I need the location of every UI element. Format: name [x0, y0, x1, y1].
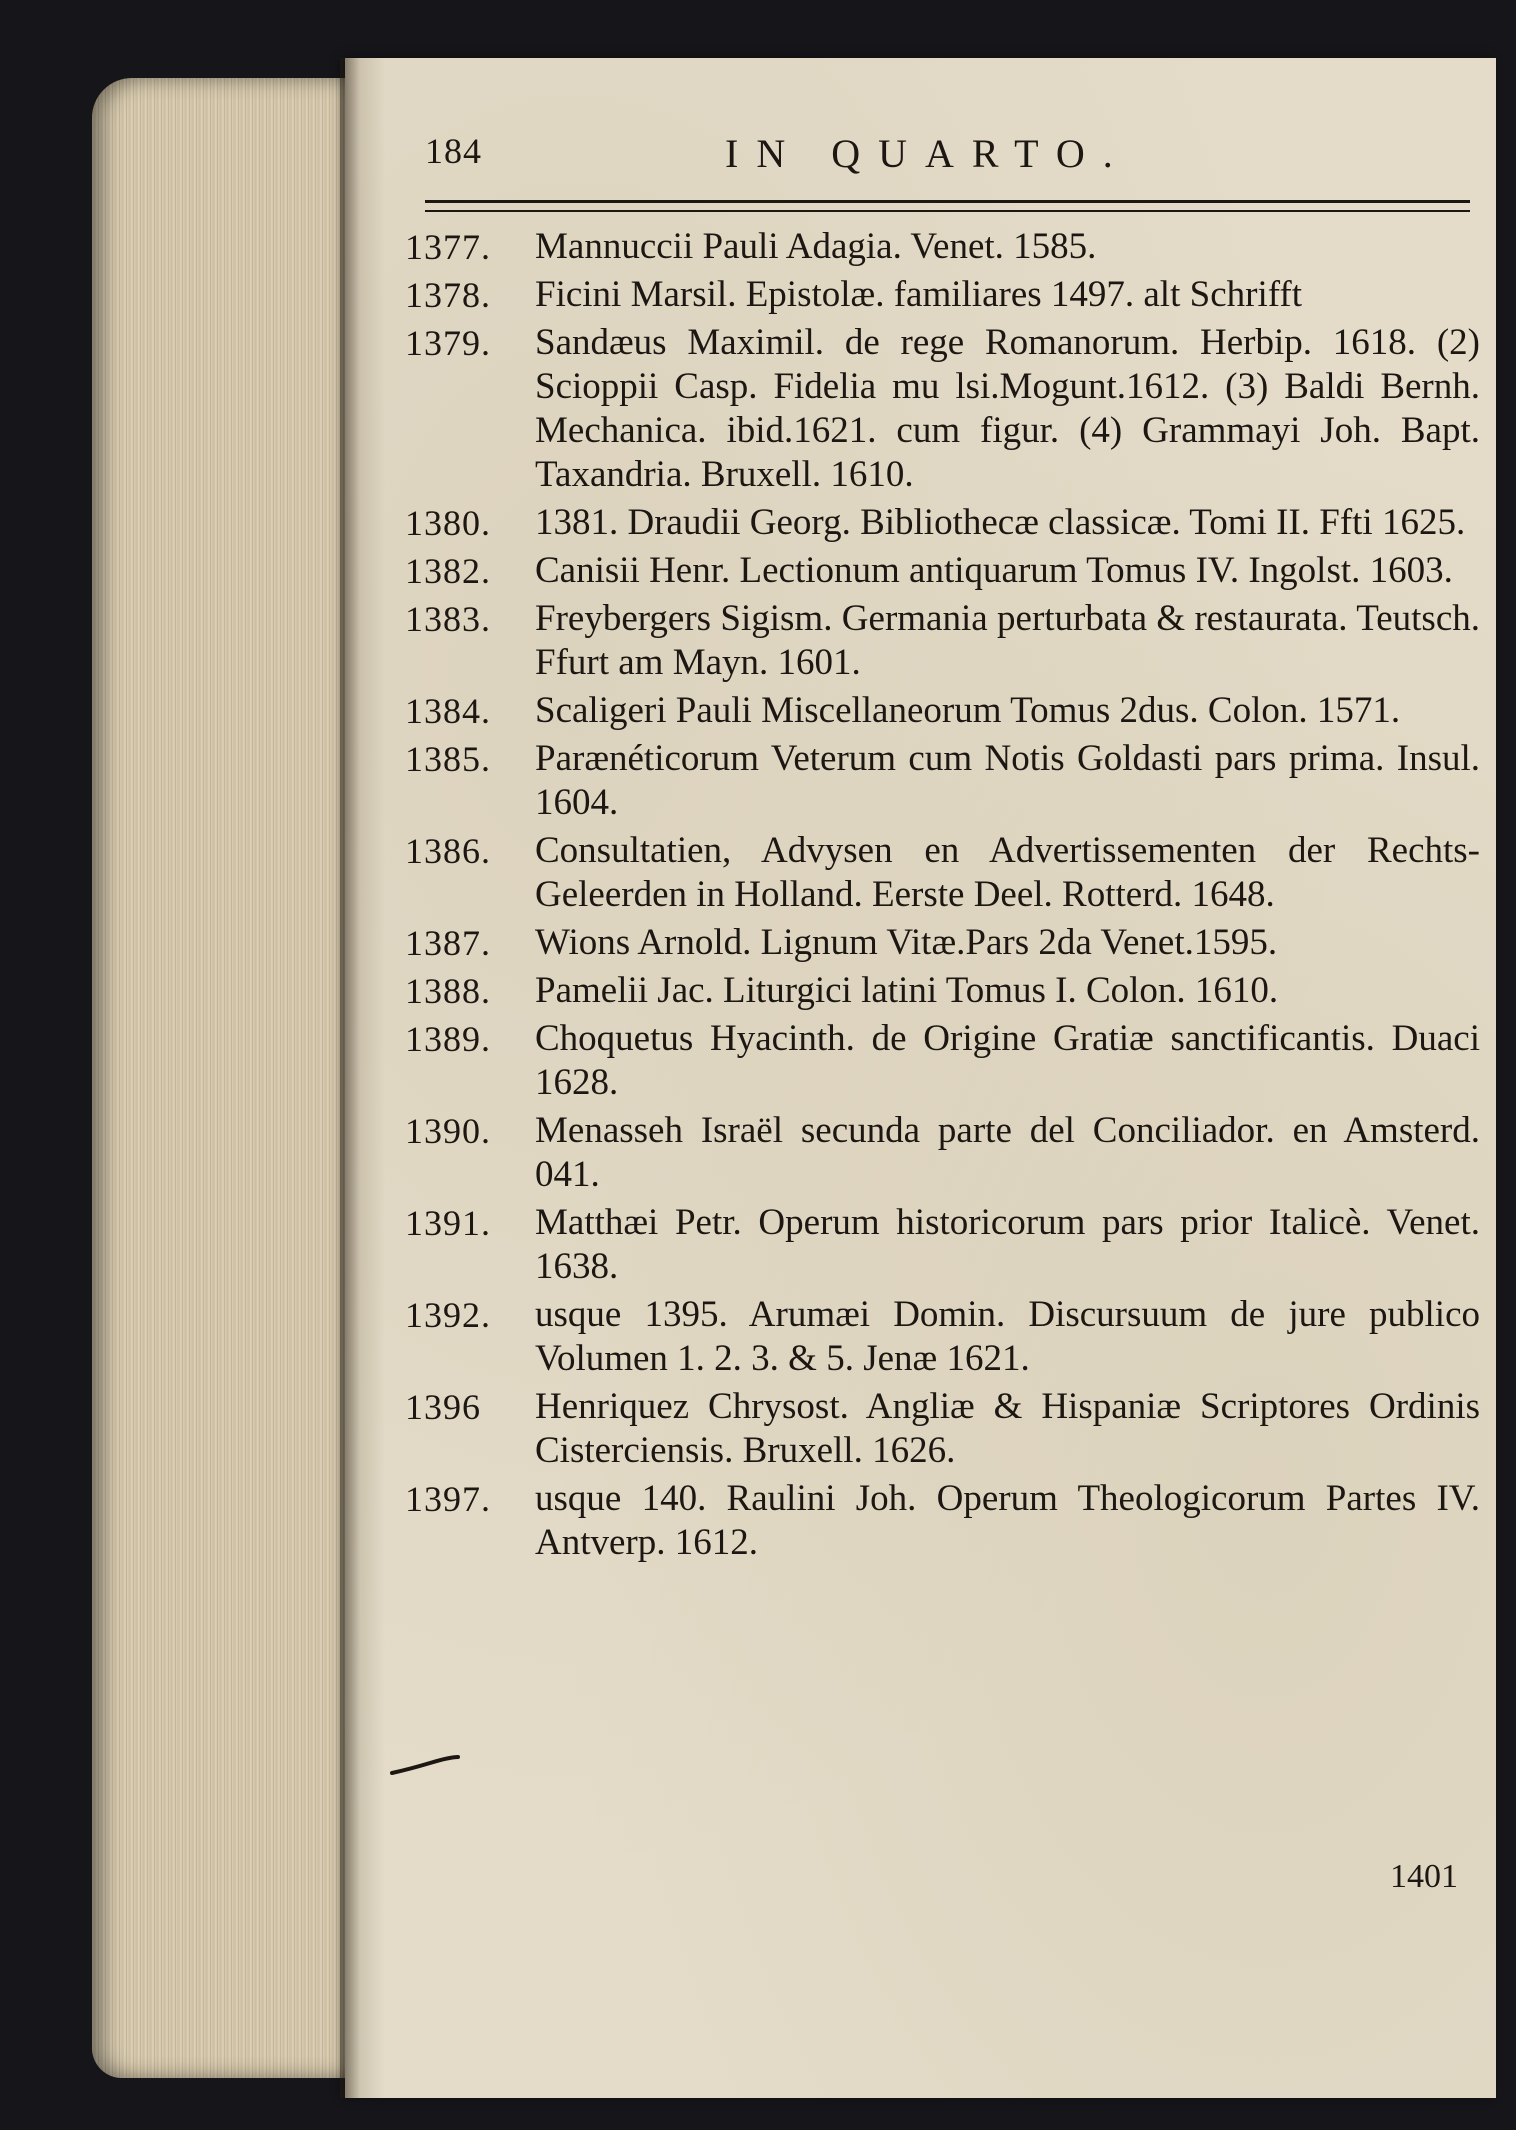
catalogue-entries — [405, 225, 1480, 1569]
entry-number: 1385. — [405, 739, 491, 779]
entry-number: 1378. — [405, 275, 491, 315]
list-item — [405, 1109, 1480, 1197]
entry-text: Sandæus Maximil. de rege Romanorum. Herbip. 1618. (2) Scioppii Casp. Fidelia mu lsi.Mogunt.1612. (3) Baldi Bernh. Mechanica. ibid.1621. cum figur. (4) Grammayi Joh. Bapt. Taxandria. Bruxell. 1610. — [535, 322, 1480, 495]
page-edges — [92, 78, 372, 2078]
page-number: 184 — [425, 131, 482, 171]
list-item — [405, 597, 1480, 685]
entry-number: 1388. — [405, 971, 491, 1011]
list-item — [405, 737, 1480, 825]
header-rule — [425, 200, 1470, 212]
list-item — [405, 1201, 1480, 1289]
entry-number: 1379. — [405, 323, 491, 363]
list-item — [405, 829, 1480, 917]
list-item — [405, 549, 1480, 593]
running-head: IN QUARTO. — [725, 131, 1131, 176]
list-item — [405, 689, 1480, 733]
entry-number: 1384. — [405, 691, 491, 731]
entry-number: 1377. — [405, 227, 491, 267]
entry-number: 1380. — [405, 503, 491, 543]
entry-text: Menasseh Israël secunda parte del Conciliador. en Amsterd. 041. — [535, 1110, 1480, 1195]
entry-text: Henriquez Chrysost. Angliæ & Hispaniæ Scriptores Ordinis Cisterciensis. Bruxell. 1626. — [535, 1386, 1480, 1471]
list-item — [405, 921, 1480, 965]
entry-text: usque 1395. Arumæi Domin. Discursuum de jure publico Volumen 1. 2. 3. & 5. Jenæ 1621. — [535, 1294, 1480, 1379]
list-item — [405, 501, 1480, 545]
entry-number: 1396 — [405, 1387, 481, 1427]
list-item — [405, 1293, 1480, 1381]
entry-number: 1392. — [405, 1295, 491, 1335]
list-item — [405, 1385, 1480, 1473]
page-header — [425, 130, 1470, 190]
entry-text: Scaligeri Pauli Miscellaneorum Tomus 2dus. Colon. 1571. — [535, 690, 1401, 731]
entry-number: 1386. — [405, 831, 491, 871]
ink-mark — [390, 1755, 460, 1777]
spine-shadow — [340, 58, 360, 2098]
entry-number: 1390. — [405, 1111, 491, 1151]
entry-text: Canisii Henr. Lectionum antiquarum Tomus IV. Ingolst. 1603. — [535, 550, 1453, 591]
entry-text: Pamelii Jac. Liturgici latini Tomus I. Colon. 1610. — [535, 970, 1279, 1011]
entry-number: 1397. — [405, 1479, 491, 1519]
entry-text: Freybergers Sigism. Germania perturbata & restaurata. Teutsch. Ffurt am Mayn. 1601. — [535, 598, 1480, 683]
list-item — [405, 1477, 1480, 1565]
list-item — [405, 969, 1480, 1013]
list-item — [405, 273, 1480, 317]
entry-text: Mannuccii Pauli Adagia. Venet. 1585. — [535, 226, 1097, 267]
entry-number: 1387. — [405, 923, 491, 963]
entry-text: Matthæi Petr. Operum historicorum pars prior Italicè. Venet. 1638. — [535, 1202, 1480, 1287]
list-item — [405, 225, 1480, 269]
entry-text: Choquetus Hyacinth. de Origine Gratiæ sanctificantis. Duaci 1628. — [535, 1018, 1480, 1103]
list-item — [405, 1017, 1480, 1105]
entry-text: Ficini Marsil. Epistolæ. familiares 1497. alt Schrifft — [535, 274, 1302, 315]
entry-text: Consultatien, Advysen en Advertissementen der Rechts-Geleerden in Holland. Eerste Deel. Rotterd. 1648. — [535, 830, 1480, 915]
entry-number: 1389. — [405, 1019, 491, 1059]
entry-number: 1383. — [405, 599, 491, 639]
list-item — [405, 321, 1480, 497]
entry-text: usque 140. Raulini Joh. Operum Theologicorum Partes IV. Antverp. 1612. — [535, 1478, 1480, 1563]
entry-text: Parænéticorum Veterum cum Notis Goldasti pars prima. Insul. 1604. — [535, 738, 1480, 823]
entry-number: 1391. — [405, 1203, 491, 1243]
entry-number: 1382. — [405, 551, 491, 591]
handwritten-note: 1401 — [1390, 1858, 1458, 1895]
entry-text: 1381. Draudii Georg. Bibliothecæ classicæ. Tomi II. Ffti 1625. — [535, 502, 1466, 543]
entry-text: Wions Arnold. Lignum Vitæ.Pars 2da Venet.1595. — [535, 922, 1278, 963]
